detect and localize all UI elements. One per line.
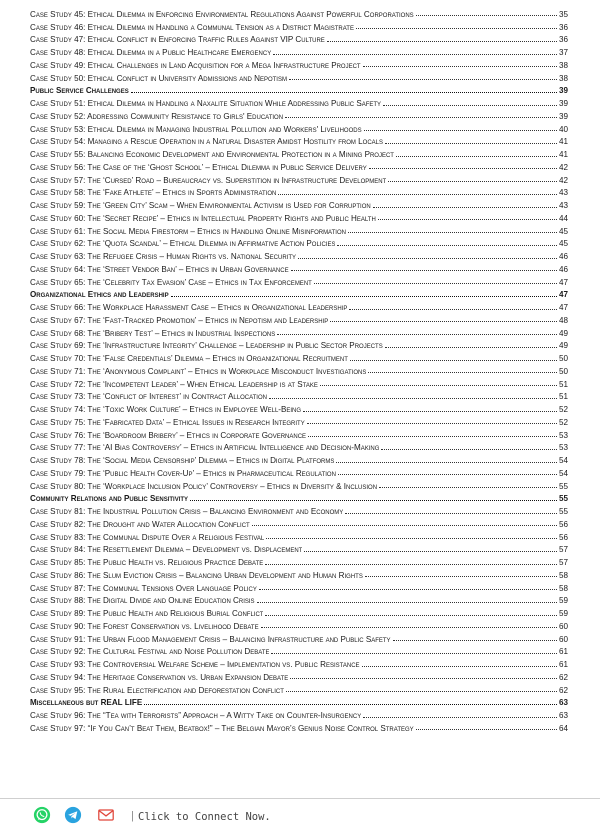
toc-entry[interactable]	[30, 338, 568, 351]
toc-entry[interactable]	[30, 57, 568, 70]
dot-leader	[144, 703, 557, 705]
toc-entry[interactable]	[30, 159, 568, 172]
table-of-contents	[30, 6, 568, 733]
toc-title: Case Study 47: Ethical Conflict in Enforcing Traffic Rules Against VIP Culture	[30, 35, 325, 45]
page-number: 35	[558, 9, 568, 19]
toc-entry[interactable]	[30, 95, 568, 108]
page-number: 55	[558, 507, 568, 516]
toc-title: Case Study 75: The ‘Fabricated Data’ – Ethical Issues in Research Integrity	[30, 417, 305, 427]
toc-entry[interactable]	[30, 185, 568, 198]
page-number: 43	[558, 188, 568, 198]
dot-leader	[349, 308, 557, 310]
page-number: 62	[558, 685, 568, 695]
dot-leader	[327, 40, 557, 42]
toc-section-heading[interactable]	[30, 83, 568, 96]
toc-title: Community Relations and Public Sensitivity	[30, 494, 189, 504]
toc-entry[interactable]	[30, 554, 568, 567]
dot-leader	[381, 448, 557, 450]
page-number: 63	[558, 711, 568, 720]
page-number: 47	[558, 277, 568, 287]
page-number: 53	[558, 443, 568, 453]
toc-title: Case Study 74: The ‘Toxic Work Culture’ – Ethics in Employee Well-Being	[30, 405, 302, 414]
toc-entry[interactable]	[30, 32, 568, 45]
page-number: 36	[558, 35, 568, 45]
page-number: 59	[558, 609, 568, 618]
toc-entry[interactable]	[30, 427, 568, 440]
dot-leader	[320, 384, 557, 386]
page-number: 51	[558, 392, 568, 402]
dot-leader	[365, 575, 557, 577]
dot-leader	[356, 27, 557, 29]
dot-leader	[363, 716, 557, 718]
toc-title: Case Study 90: The Forest Conservation vs. Livelihood Debate	[30, 621, 259, 631]
page-number: 57	[558, 558, 568, 567]
whatsapp-icon[interactable]	[33, 806, 51, 824]
toc-entry[interactable]	[30, 197, 568, 210]
toc-entry[interactable]	[30, 503, 568, 516]
toc-entry[interactable]	[30, 414, 568, 427]
dot-leader	[271, 652, 557, 654]
page-number: 53	[558, 430, 568, 440]
dot-leader	[308, 435, 557, 437]
toc-entry[interactable]	[30, 172, 568, 185]
page-number: 38	[558, 73, 568, 83]
page-number: 39	[558, 111, 568, 121]
toc-title: Case Study 83: The Communal Dispute Over a Religious Festival	[30, 532, 265, 542]
toc-title: Case Study 78: The ‘Social Media Censorship’ Dilemma – Ethics in Digital Platforms	[30, 456, 335, 465]
toc-title: Case Study 45: Ethical Dilemma in Enforcing Environmental Regulations Against Powerful Corporations	[30, 9, 414, 19]
toc-title: Case Study 76: The ‘Boardroom Bribery’ – Ethics in Corporate Governance	[30, 430, 307, 440]
toc-entry[interactable]	[30, 134, 568, 147]
dot-leader	[131, 91, 557, 93]
page-number: 50	[558, 366, 568, 376]
toc-entry[interactable]	[30, 363, 568, 376]
page-number: 54	[558, 468, 568, 478]
toc-entry[interactable]	[30, 542, 568, 555]
page-number: 61	[558, 647, 568, 657]
page-number: 37	[558, 48, 568, 57]
dot-leader	[261, 626, 557, 628]
page-number: 41	[558, 150, 568, 159]
toc-entry[interactable]	[30, 350, 568, 363]
dot-leader	[396, 155, 557, 157]
dot-leader	[345, 512, 557, 514]
dot-leader	[285, 116, 557, 118]
toc-title: Case Study 86: The Slum Eviction Crisis – Balancing Urban Development and Human Rights	[30, 570, 363, 580]
page-number: 51	[558, 379, 568, 389]
telegram-icon[interactable]	[64, 806, 82, 824]
page-number: 46	[558, 264, 568, 274]
toc-entry[interactable]	[30, 631, 568, 644]
toc-entry[interactable]	[30, 465, 568, 478]
toc-title: Public Service Challenges	[30, 86, 129, 96]
toc-title: Miscellaneous but REAL LIFE	[30, 698, 143, 708]
toc-entry[interactable]	[30, 376, 568, 389]
toc-entry[interactable]	[30, 618, 568, 631]
toc-title: Case Study 56: The Case of the ‘Ghost School’ – Ethical Dilemma in Public Service Delivery	[30, 162, 367, 172]
toc-entry[interactable]	[30, 580, 568, 593]
page-number: 40	[558, 124, 568, 134]
toc-entry[interactable]	[30, 529, 568, 542]
toc-section-heading[interactable]	[30, 287, 568, 300]
toc-title: Case Study 51: Ethical Dilemma in Handling a Naxalite Situation While Addressing Public Safety	[30, 99, 382, 108]
toc-entry[interactable]	[30, 248, 568, 261]
toc-entry[interactable]	[30, 567, 568, 580]
toc-title: Case Study 80: The ‘Workplace Inclusion Policy’ Controversy – Ethics in Diversity & Inclusion	[30, 481, 378, 491]
toc-entry[interactable]	[30, 19, 568, 32]
connect-link[interactable]: Click to Connect Now.	[138, 811, 271, 823]
toc-entry[interactable]	[30, 312, 568, 325]
dot-leader	[378, 218, 557, 220]
toc-entry[interactable]	[30, 516, 568, 529]
page-number: 38	[558, 60, 568, 70]
page-number: 52	[558, 405, 568, 414]
toc-title: Case Study 67: The ‘Fast-Tracked Promotion’ – Ethics in Nepotism and Leadership	[30, 315, 329, 325]
page-number: 39	[558, 99, 568, 108]
toc-title: Case Study 85: The Public Health vs. Religious Practice Debate	[30, 558, 264, 567]
page-number: 49	[558, 328, 568, 338]
dot-leader	[265, 614, 557, 616]
toc-title: Case Study 91: The Urban Flood Management Crisis – Balancing Infrastructure and Public Safety	[30, 634, 391, 644]
page-number: 50	[558, 354, 568, 363]
toc-entry[interactable]	[30, 274, 568, 287]
toc-title: Case Study 93: The Controversial Welfare Scheme – Implementation vs. Public Resistance	[30, 660, 360, 669]
toc-entry[interactable]	[30, 440, 568, 453]
toc-entry[interactable]	[30, 236, 568, 249]
toc-entry[interactable]	[30, 210, 568, 223]
toc-title: Case Study 59: The ‘Green City’ Scam – When Environmental Activism is Used for Corruption	[30, 201, 371, 210]
dot-leader	[286, 690, 557, 692]
toc-title: Case Study 46: Ethical Dilemma in Handling a Communal Tension as a District Magistrate	[30, 22, 354, 32]
toc-title: Case Study 97: “If You Can’t Beat Them, Beatbox!” – The Belgian Mayor’s Genius Noise Control Strategy	[30, 723, 414, 733]
toc-title: Case Study 88: The Digital Divide and Online Education Crisis	[30, 596, 255, 606]
toc-entry[interactable]	[30, 707, 568, 720]
toc-entry[interactable]	[30, 70, 568, 83]
dot-leader	[269, 397, 557, 399]
page-number: 46	[558, 252, 568, 261]
dot-leader	[385, 346, 557, 348]
dot-leader	[362, 665, 557, 667]
toc-entry[interactable]	[30, 299, 568, 312]
page-number: 39	[558, 86, 568, 96]
toc-title: Case Study 53: Ethical Dilemma in Managing Industrial Pollution and Workers' Livelihoods	[30, 124, 362, 134]
dot-leader	[273, 53, 557, 55]
toc-entry[interactable]	[30, 720, 568, 733]
page-number: 63	[558, 698, 568, 708]
toc-section-heading[interactable]	[30, 695, 568, 708]
page-number: 42	[558, 162, 568, 172]
toc-title: Case Study 87: The Communal Tensions Over Language Policy	[30, 583, 257, 593]
toc-title: Case Study 89: The Public Health and Religious Burial Conflict	[30, 609, 264, 618]
dot-leader	[363, 65, 557, 67]
dot-leader	[369, 167, 557, 169]
dot-leader	[385, 142, 557, 144]
toc-title: Case Study 96: The “Tea with Terrorists” Approach – A Witty Take on Counter-Insurgency	[30, 711, 362, 720]
page-number: 55	[558, 494, 568, 504]
page-number: 45	[558, 226, 568, 236]
toc-section-heading[interactable]	[30, 491, 568, 504]
dot-leader	[265, 563, 557, 565]
page-number: 44	[558, 213, 568, 223]
dot-leader	[304, 550, 557, 552]
toc-title: Case Study 84: The Resettlement Dilemma – Development vs. Displacement	[30, 545, 303, 555]
dot-leader	[373, 206, 557, 208]
page-number: 42	[558, 175, 568, 185]
dot-leader	[307, 422, 557, 424]
dot-leader	[291, 269, 557, 271]
page-number: 47	[558, 290, 568, 300]
dot-leader	[337, 244, 557, 246]
toc-title: Case Study 68: The ‘Bribery Test’ – Ethics in Industrial Inspections	[30, 328, 276, 338]
toc-title: Case Study 71: The ‘Anonymous Complaint’ – Ethics in Workplace Misconduct Investigations	[30, 366, 367, 376]
toc-title: Organizational Ethics and Leadership	[30, 290, 169, 300]
dot-leader	[290, 677, 557, 679]
toc-entry[interactable]	[30, 605, 568, 618]
page-number: 60	[558, 634, 568, 644]
toc-title: Case Study 50: Ethical Conflict in University Admissions and Nepotism	[30, 73, 287, 83]
page-number: 36	[558, 22, 568, 32]
page-number: 49	[558, 341, 568, 351]
page-number: 56	[558, 519, 568, 529]
page-number: 61	[558, 660, 568, 669]
toc-title: Case Study 82: The Drought and Water Allocation Conflict	[30, 519, 250, 529]
page-number: 60	[558, 621, 568, 631]
toc-entry[interactable]	[30, 389, 568, 402]
page-number: 58	[558, 570, 568, 580]
toc-title: Case Study 94: The Heritage Conservation vs. Urban Expansion Debate	[30, 672, 289, 682]
toc-title: Case Study 58: The ‘Fake Athlete’ – Ethics in Sports Administration	[30, 188, 277, 198]
page-number: 57	[558, 545, 568, 555]
dot-leader	[171, 295, 557, 297]
page-number: 45	[558, 239, 568, 249]
dot-leader	[350, 359, 557, 361]
page-number: 55	[558, 481, 568, 491]
toc-title: Case Study 79: The ‘Public Health Cover-Up’ – Ethics in Pharmaceutical Regulation	[30, 468, 336, 478]
toc-title: Case Study 55: Balancing Economic Development and Environmental Protection in a Mining Project	[30, 150, 394, 159]
toc-title: Case Study 64: The ‘Street Vendor Ban’ – Ethics in Urban Governance	[30, 264, 289, 274]
toc-title: Case Study 77: The ‘AI Bias Controversy’ – Ethics in Artificial Intelligence and Decision-Making	[30, 443, 380, 453]
toc-entry[interactable]	[30, 656, 568, 669]
dot-leader	[252, 524, 557, 526]
dot-leader	[364, 129, 557, 131]
page-number: 56	[558, 532, 568, 542]
dot-leader	[190, 499, 557, 501]
toc-title: Case Study 49: Ethical Challenges in Land Acquisition for a Mega Infrastructure Project	[30, 60, 361, 70]
dot-leader	[266, 537, 557, 539]
toc-title: Case Study 62: The ‘Quota Scandal’ – Ethical Dilemma in Affirmative Action Policies	[30, 239, 336, 249]
dot-leader	[259, 588, 557, 590]
dot-leader	[379, 486, 557, 488]
toc-title: Case Study 65: The ‘Celebrity Tax Evasion’ Case – Ethics in Tax Enforcement	[30, 277, 312, 287]
toc-title: Case Study 63: The Refugee Crisis – Human Rights vs. National Security	[30, 252, 296, 261]
footer-bar	[0, 798, 600, 832]
page-number: 52	[558, 417, 568, 427]
dot-leader	[393, 639, 557, 641]
toc-title: Case Study 70: The ‘False Credentials’ Dilemma – Ethics in Organizational Recruitment	[30, 354, 348, 363]
toc-title: Case Study 61: The Social Media Firestorm – Ethics in Handling Online Misinformation	[30, 226, 346, 236]
dot-leader	[314, 282, 557, 284]
dot-leader	[388, 180, 557, 182]
dot-leader	[383, 104, 557, 106]
toc-title: Case Study 52: Addressing Community Resistance to Girls' Education	[30, 111, 284, 121]
toc-entry[interactable]	[30, 478, 568, 491]
dot-leader	[416, 728, 557, 730]
page-number: 58	[558, 583, 568, 593]
page-number: 47	[558, 303, 568, 312]
toc-entry[interactable]	[30, 44, 568, 57]
page-number: 59	[558, 596, 568, 606]
toc-entry[interactable]	[30, 223, 568, 236]
toc-title: Case Study 48: Ethical Dilemma in a Public Healthcare Emergency	[30, 48, 272, 57]
dot-leader	[336, 461, 557, 463]
toc-title: Case Study 66: The Workplace Harassment Case – Ethics in Organizational Leadership	[30, 303, 348, 312]
page-number: 64	[558, 723, 568, 733]
toc-title: Case Study 95: The Rural Electrification and Deforestation Conflict	[30, 685, 284, 695]
dot-leader	[348, 231, 557, 233]
toc-entry[interactable]	[30, 401, 568, 414]
toc-entry[interactable]	[30, 261, 568, 274]
page-number: 54	[558, 456, 568, 465]
page-number: 62	[558, 672, 568, 682]
toc-entry[interactable]	[30, 108, 568, 121]
page-number: 43	[558, 201, 568, 210]
dot-leader	[338, 473, 557, 475]
dot-leader	[416, 14, 557, 16]
toc-entry[interactable]	[30, 644, 568, 657]
dot-leader	[289, 78, 557, 80]
toc-entry[interactable]	[30, 593, 568, 606]
toc-entry[interactable]	[30, 452, 568, 465]
toc-entry[interactable]	[30, 669, 568, 682]
dot-leader	[303, 410, 557, 412]
toc-entry[interactable]	[30, 6, 568, 19]
toc-title: Case Study 92: The Cultural Festival and Noise Pollution Debate	[30, 647, 270, 657]
dot-leader	[330, 320, 557, 322]
toc-title: Case Study 81: The Industrial Pollution Crisis – Balancing Environment and Economy	[30, 507, 344, 516]
footer-separator: |	[131, 810, 134, 822]
toc-entry[interactable]	[30, 146, 568, 159]
dot-leader	[278, 193, 557, 195]
page-number: 41	[558, 137, 568, 147]
toc-title: Case Study 60: The ‘Secret Recipe’ – Ethics in Intellectual Property Rights and Public Health	[30, 213, 376, 223]
toc-title: Case Study 73: The ‘Conflict of Interest’ in Contract Allocation	[30, 392, 267, 402]
dot-leader	[298, 257, 557, 259]
mail-icon[interactable]	[97, 806, 115, 824]
page-number: 48	[558, 315, 568, 325]
dot-leader	[368, 371, 557, 373]
toc-title: Case Study 54: Managing a Rescue Operation in a Natural Disaster Amidst Hostility from Locals	[30, 137, 383, 147]
toc-entry[interactable]	[30, 121, 568, 134]
toc-title: Case Study 72: The ‘Incompetent Leader’ – When Ethical Leadership is at Stake	[30, 379, 318, 389]
toc-title: Case Study 57: The ‘Cursed’ Road – Bureaucracy vs. Superstition in Infrastructure Development	[30, 175, 387, 185]
toc-entry[interactable]	[30, 682, 568, 695]
dot-leader	[257, 601, 557, 603]
toc-title: Case Study 69: The ‘Infrastructure Integrity’ Challenge – Leadership in Public Sector Projects	[30, 341, 383, 351]
toc-entry[interactable]	[30, 325, 568, 338]
dot-leader	[277, 333, 557, 335]
